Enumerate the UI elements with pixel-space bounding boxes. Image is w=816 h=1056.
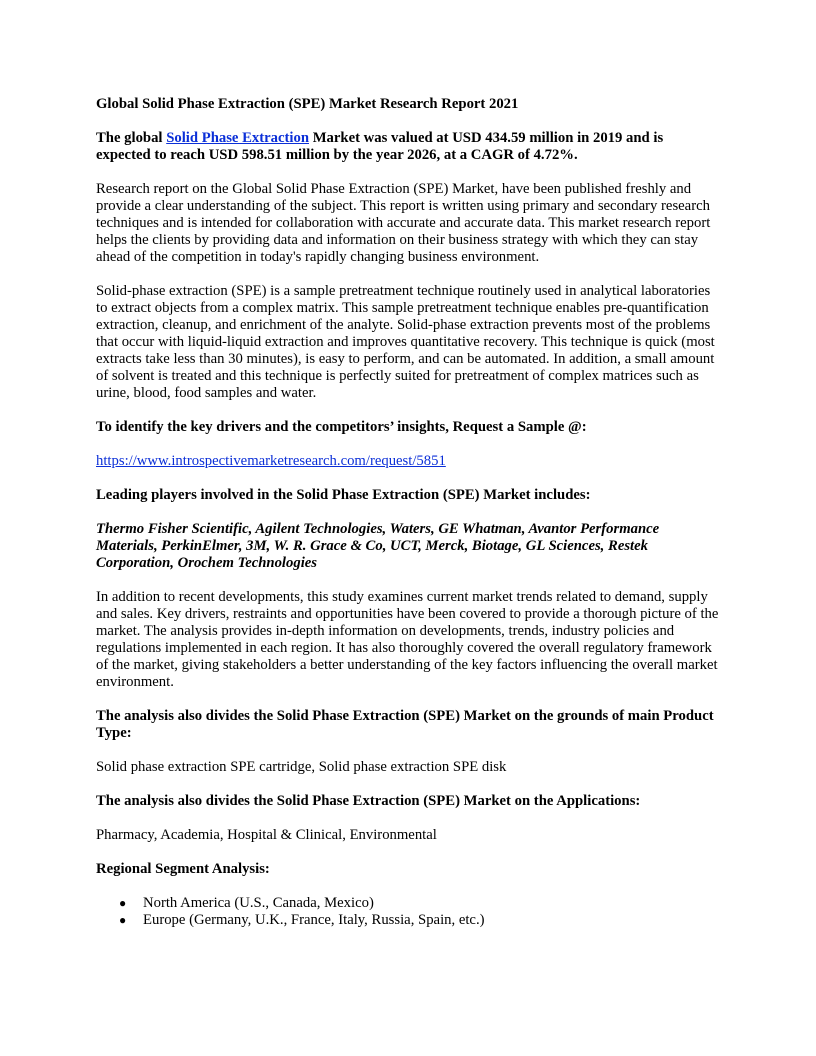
list-item [119,912,720,929]
market-trends-paragraph: In addition to recent developments, this study examines current market trends related to demand, supply and sales. Key drivers, restraints and opportunities have been covered to provide a thorough picture of the market. The analysis provides in-depth information on developments, trends, industry policies and regulations implemented in each region. It has also thoroughly covered the overall regulatory framework of the market, giving stakeholders a better understanding of the key factors influencing the overall market environment. [96,589,719,690]
list-item [119,895,720,912]
intro-paragraph [96,130,720,164]
applications-heading: The analysis also divides the Solid Phase Extraction (SPE) Market on the Applications: [96,793,641,809]
sample-url-paragraph [96,453,720,470]
regions-list [96,895,720,929]
intro-prefix: The global [96,130,167,146]
report-title: Global Solid Phase Extraction (SPE) Market Research Report 2021 [96,96,519,112]
product-types: Solid phase extraction SPE cartridge, Solid phase extraction SPE disk [96,759,507,775]
region-label: Europe (Germany, U.K., France, Italy, Russia, Spain, etc.) [143,912,485,928]
regional-heading: Regional Segment Analysis: [96,861,270,877]
spe-description-paragraph: Solid-phase extraction (SPE) is a sample pretreatment technique routinely used in analytical laboratories to extract objects from a complex matrix. This sample pretreatment technique enables pre-quantification extraction, cleanup, and enrichment of the analyte. Solid-phase extraction prevents most of the problems that occur with liquid-liquid extraction and improves quantitative recovery. This technique is quick (most extracts take less than 30 minutes), is easy to perform, and can be automated. In addition, a small amount of solvent is treated and this technique is perfectly suited for pretreatment of complex matrices such as urine, blood, food samples and water. [96,283,715,401]
applications-list: Pharmacy, Academia, Hospital & Clinical, Environmental [96,827,437,843]
solid-phase-extraction-link[interactable]: Solid Phase Extraction [166,130,310,146]
overview-paragraph: Research report on the Global Solid Phase Extraction (SPE) Market, have been published freshly and provide a clear understanding of the subject. This report is written using primary and secondary research techniques and is intended for collaboration with accurate and accurate data. This market research report helps the clients by providing data and information on their business strategy with which they can stay ahead of the competition in today's rapidly changing business environment. [96,181,711,265]
players-heading: Leading players involved in the Solid Phase Extraction (SPE) Market includes: [96,487,591,503]
document-page [96,96,720,929]
sample-request-heading: To identify the key drivers and the competitors’ insights, Request a Sample @: [96,419,587,435]
bullet-icon: ● [119,896,127,910]
product-type-heading: The analysis also divides the Solid Phase Extraction (SPE) Market on the grounds of main Product Type: [96,708,714,741]
intro-suffix: Market was valued at USD 434.59 million in 2019 and is expected to reach USD 598.51 million by the year 2026, at a CAGR of 4.72%. [96,130,664,163]
players-list: Thermo Fisher Scientific, Agilent Technologies, Waters, GE Whatman, Avantor Performance Materials, PerkinElmer, 3M, W. R. Grace & Co, UCT, Merck, Biotage, GL Sciences, Restek Corporation, Orochem Technologies [96,521,660,571]
region-label: North America (U.S., Canada, Mexico) [143,895,374,911]
sample-request-link[interactable]: https://www.introspectivemarketresearch.com/request/5851 [96,453,446,469]
bullet-icon: ● [119,913,127,927]
